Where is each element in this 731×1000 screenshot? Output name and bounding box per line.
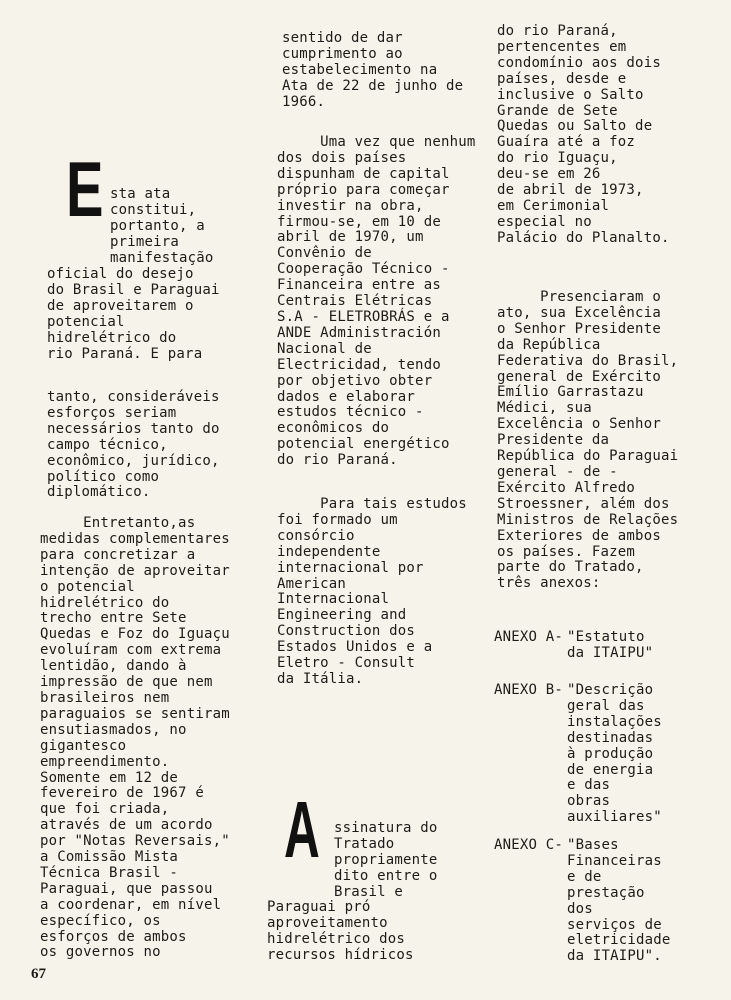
anexo-c-text: "Bases Financeiras e de prestação dos serviços de eletricidade da ITAIPU". <box>567 837 671 965</box>
col3-paragraph-2: Presenciaram o ato, sua Excelência o Senhor Presidente da República Federativa do Brasil, general de Exército Emílio Garrastazu Médici, sua Excelência o Senhor Presidente da República do Paraguai general - de - Exército Alfredo Stroessner, além dos Ministros de Relações Exteriores de ambos os países. Fazem parte do Tratado, três anexos: <box>497 289 679 592</box>
drop-cap-e: E <box>66 145 104 233</box>
col1-paragraph-2: tanto, consideráveis esforços seriam necessários tanto do campo técnico, econômico, jurídico, político como diplomático. <box>47 389 220 501</box>
col2-paragraph-4b: Paraguai pró aproveitamento hidrelétrico dos recursos hídricos <box>267 899 414 963</box>
drop-cap-a: A <box>284 785 320 874</box>
anexo-a-text: "Estatuto da ITAIPU" <box>567 629 654 661</box>
col2-paragraph-2: Uma vez que nenhum dos dois países dispunham de capital próprio para começar investir na obra, firmou-se, em 10 de abril de 1970, um Convênio de Cooperação Técnico - Financeira entre as Centrais Elétricas S.A - ELETROBRÁS e a ANDE Administración Nacional de Electricidad, tendo por objetivo obter dados e elaborar estudos técnico - econômicos do potencial energético do rio Paraná. <box>277 134 476 469</box>
col1-paragraph-1b: oficial do desejo do Brasil e Paraguai de aproveitarem o potencial hidrelétrico do rio Paraná. E para <box>47 266 220 362</box>
col2-paragraph-1: sentido de dar cumprimento ao estabelecimento na Ata de 22 de junho de 1966. <box>282 30 464 110</box>
anexo-b-label: ANEXO B- <box>494 682 564 698</box>
col2-paragraph-3: Para tais estudos foi formado um consórcio independente internacional por American Internacional Engineering and Construction dos Estados Unidos e a Eletro - Consult da Itália. <box>277 496 467 687</box>
col2-paragraph-4a: ssinatura do Tratado propriamente dito entre o Brasil e <box>334 820 438 900</box>
col1-paragraph-3: Entretanto,as medidas complementares para concretizar a intenção de aproveitar o potencial hidrelétrico do trecho entre Sete Quedas e Foz do Iguaçu evoluíram com extrema lentidão, dando à impressão de que nem brasileiros nem paraguaios se sentiram ensutiasmados, no gigantesco empreendimento. Somente em 12 de fevereiro de 1967 é que foi criada, através de um acordo por "Notas Reversais," a Comissão Mista Técnica Brasil - Paraguai, que passou a coordenar, em nível específico, os esforços de ambos os governos no <box>40 515 230 961</box>
page-number: 67 <box>31 966 46 982</box>
anexo-b-text: "Descrição geral das instalações destinadas à produção de energia e das obras auxiliares" <box>567 682 662 826</box>
col3-paragraph-1: do rio Paraná, pertencentes em condomínio aos dois países, desde e inclusive o Salto Grande de Sete Quedas ou Salto de Guaíra até a foz do rio Iguaçu, deu-se em 26 de abril de 1973, em Cerimonial especial no Palácio do Planalto. <box>497 23 670 246</box>
anexo-a-label: ANEXO A- <box>494 629 564 645</box>
anexo-c-label: ANEXO C- <box>494 837 564 853</box>
col1-paragraph-1a: sta ata constitui, portanto, a primeira manifestação <box>110 186 214 266</box>
